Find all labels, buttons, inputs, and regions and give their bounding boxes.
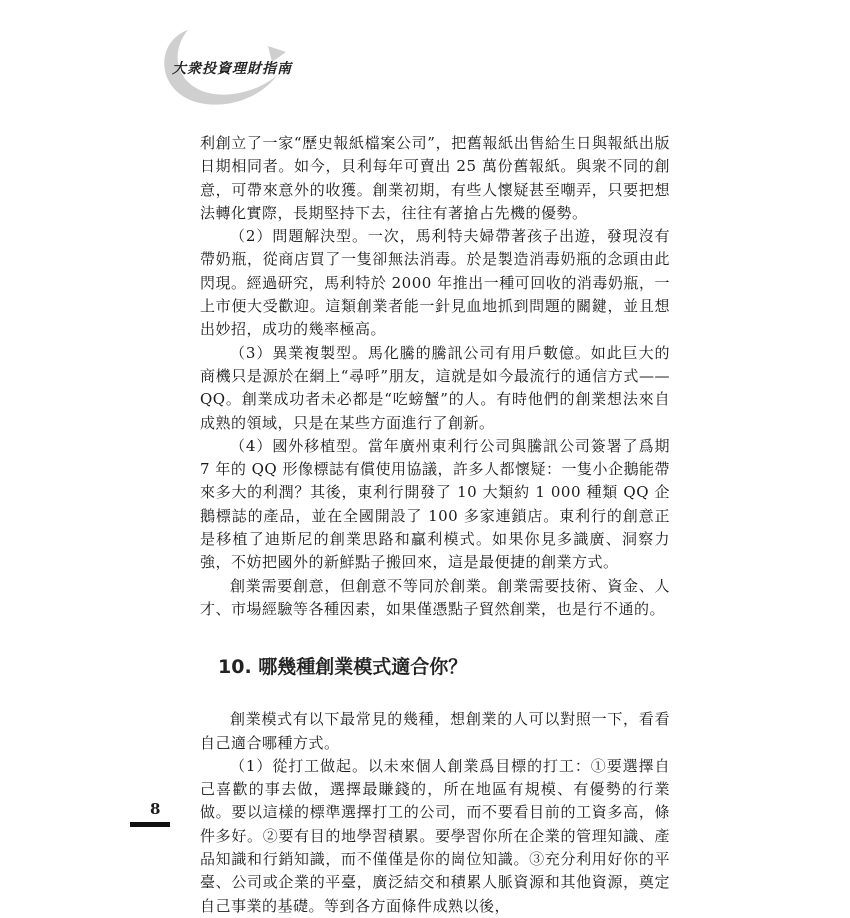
paragraph: （3）異業複製型。馬化騰的騰訊公司有用戶數億。如此巨大的商機只是源於在網上“尋呼”朋友，這就是如今最流行的通信方式——QQ。創業成功者未必都是“吃螃蟹”的人。有時他們的創業想法來自成熟的領域，只是在某些方面進行了創新。 xyxy=(200,343,670,432)
paragraph: 創業模式有以下最常見的幾種，想創業的人可以對照一下，看看自己適合哪種方式。 xyxy=(200,710,670,752)
page-number-bar xyxy=(130,822,170,827)
paragraph: （1）從打工做起。以未來個人創業爲目標的打工：①要選擇自己喜歡的事去做，選擇最賺錢的，所在地區有規模、有優勢的行業做。要以這樣的標準選擇打工的公司，而不要看目前的工資多高，條件多好。②要有目的地學習積累。要學習你所在企業的管理知識、產品知識和行銷知識，而不僅僅是你的崗位知識。③充分利用好你的平臺、公司或企業的平臺，廣泛結交和積累人脈資源和其他資源，奠定自己事業的基礎。等到各方面條件成熟以後， xyxy=(200,756,670,915)
page-content xyxy=(200,132,670,918)
paragraph: （2）問題解決型。一次，馬利特夫婦帶著孩子出遊，發現沒有帶奶瓶，從商店買了一隻卻無法消毒。於是製造消毒奶瓶的念頭由此閃現。經過研究，馬利特於 2000 年推出一種可回收的消毒奶瓶，一上市便大受歡迎。這類創業者能一針見血地抓到問題的關鍵，並且想出妙招，成功的幾率極高。 xyxy=(200,227,670,339)
book-title-header: 大衆投資理財指南 xyxy=(172,61,292,77)
paragraph: 創業需要創意，但創意不等同於創業。創業需要技術、資金、人才、市場經驗等各種因素，如果僅憑點子貿然創業，也是行不通的。 xyxy=(200,576,670,618)
paragraph: 利創立了一家“歷史報紙檔案公司”，把舊報紙出售給生日與報紙出版日期相同者。如今，貝利每年可賣出 25 萬份舊報紙。與衆不同的創意，可帶來意外的收獲。創業初期，有些人懷疑甚至嘲弄，只要把想法轉化實際，長期堅持下去，往往有著搶占先機的優勢。 xyxy=(200,134,670,222)
paragraph: （4）國外移植型。當年廣州東利行公司與騰訊公司簽署了爲期 7 年的 QQ 形像標誌有償使用協議，許多人都懷疑：一隻小企鵝能帶來多大的利潤？其後，東利行開發了 10 大類約 1 000 種類 QQ 企鵝標誌的產品，並在全國開設了 100 多家連鎖店。東利行的創意正是移植了迪斯尼的創業思路和贏利模式。如果你見多識廣、洞察力強，不妨把國外的新鮮點子搬回來，這是最便捷的創業方式。 xyxy=(200,436,670,572)
page-number: 8 xyxy=(150,800,161,818)
section-heading: 10. 哪幾種創業模式適合你？ xyxy=(218,656,468,679)
